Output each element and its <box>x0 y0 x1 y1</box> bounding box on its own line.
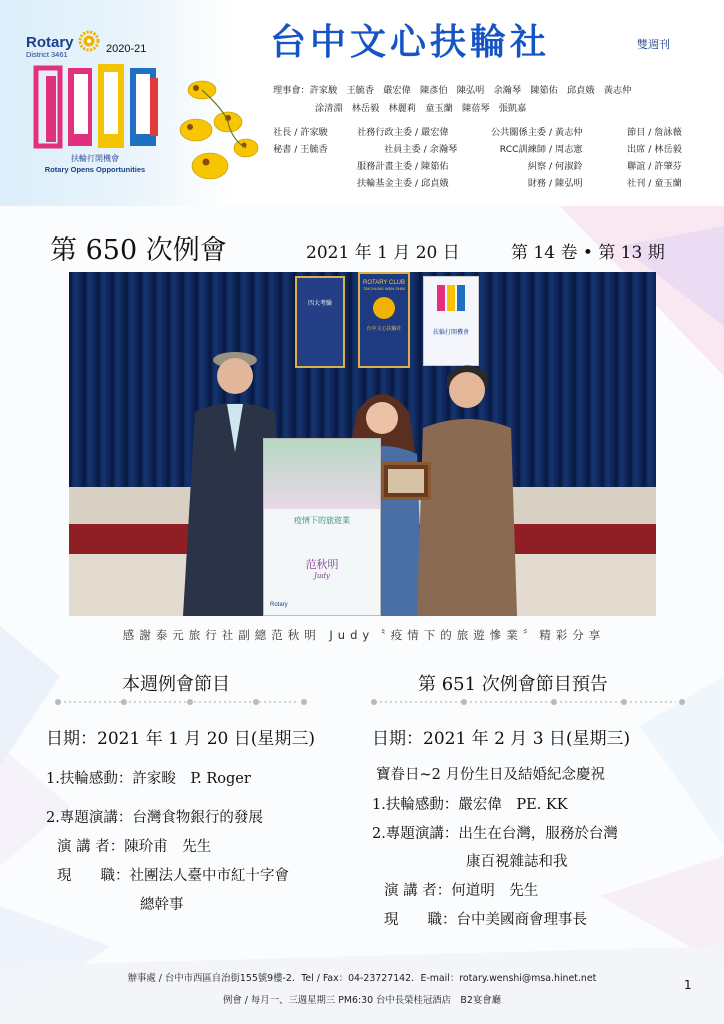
this-week-date: 日期：2021 年 1 月 20 日(星期三) <box>46 729 315 749</box>
officer-entry: 秘書 / 王毓香 <box>273 144 328 155</box>
next-meeting-item-1: 1.扶輪感動：嚴宏偉 PE. KK <box>372 797 568 813</box>
banner-opens-opportunities <box>423 276 479 366</box>
poster-speaker-name: 范秋明 <box>305 558 339 571</box>
poster-rotary-logo: Rotary <box>270 602 288 608</box>
dotted-divider <box>368 696 688 708</box>
photo-caption: 感謝泰元旅行社副總范秋明 Judy〝疫情下的旅遊慘業〞精彩分享 <box>122 628 606 642</box>
this-week-item-2: 2.專題演講：台灣食物銀行的發展 <box>46 810 263 826</box>
masthead <box>0 0 724 206</box>
rotary-wordmark: Rotary <box>26 34 74 51</box>
officer-entry: 扶輪基金主委 / 邱貞娥 <box>357 178 449 189</box>
banner-chinese: 台中文心扶輪社 <box>366 326 402 332</box>
next-meeting-celebration: 寶眷日~2 月份生日及結婚紀念慶祝 <box>376 767 605 783</box>
banner-four-way-test <box>295 276 345 368</box>
officer-entry: 財務 / 陳弘明 <box>527 178 583 189</box>
board-members-line-2: 涂清淵 林岳毅 林麗莉 童玉蘭 陳蓓琴 張凱嘉 <box>315 103 527 114</box>
officers-column-a <box>273 124 328 158</box>
rotary-year: 2020-21 <box>106 43 147 55</box>
next-meeting-position: 現 職：台中美國商會理事長 <box>384 912 587 928</box>
this-week-position-cont: 總幹事 <box>140 897 184 913</box>
next-meeting-date: 日期：2021 年 2 月 3 日(星期三) <box>372 729 631 749</box>
poster-title: 疫情下的旅遊業 <box>294 516 350 525</box>
next-meeting-title: 第 651 次例會節目預告 <box>418 674 608 695</box>
banner-subtext: TAICHUNG WEN SHIN <box>363 286 405 291</box>
meeting-date: 2021 年 1 月 20 日 <box>306 243 460 263</box>
footer <box>0 958 724 1024</box>
club-name-title: 台中文心扶輪社 <box>270 22 551 63</box>
officer-entry: 服務計畫主委 / 陳筎佑 <box>357 161 449 172</box>
this-week-speaker: 演 講 者：陳玠甫 先生 <box>57 839 212 855</box>
this-week-position: 現 職：社團法人臺中市紅十字會 <box>57 868 289 884</box>
page-number: 1 <box>684 978 692 992</box>
next-meeting-item-2-cont: 康百視雜誌和我 <box>466 854 568 870</box>
footer-office-info: 辦事處 / 台中市西區自治街155號9樓-2．Tel / Fax：04-23727142．E-mail：rotary.wenshi@msa.hinet.net <box>127 973 597 984</box>
framed-gift <box>381 462 431 500</box>
banner-text: 四大考驗 <box>307 300 332 307</box>
this-week-item-1: 1.扶輪感動：許家畯 P. Roger <box>46 771 251 787</box>
event-poster <box>263 438 381 616</box>
officers-column-b <box>357 124 457 192</box>
board-members-line-1: 理事會：許家駿 王毓香 嚴宏偉 陳彥伯 陳弘明 余瀚琴 陳筎佑 邱貞娥 黃志仲 <box>273 85 632 96</box>
publication-frequency: 雙週刊 <box>637 38 670 51</box>
officers-column-d <box>627 124 682 192</box>
volume-issue: 第 14 卷 • 第 13 期 <box>511 243 665 263</box>
officer-entry: RCC訓練師 / 周志憲 <box>499 144 583 155</box>
orchid-flower-icon <box>166 70 262 196</box>
officers-column-c <box>491 124 583 192</box>
dotted-divider <box>52 696 310 708</box>
footer-meeting-schedule: 例會 / 每月一、三週星期三 PM6:30 台中長榮桂冠酒店 B2宴會廳 <box>223 995 501 1006</box>
officer-entry: 聯誼 / 許肇芬 <box>627 161 682 172</box>
officer-entry: 公共關係主委 / 黃志仲 <box>491 127 583 138</box>
event-photo <box>69 272 656 616</box>
this-week-program-title: 本週例會節目 <box>122 674 230 695</box>
officer-entry: 社員主委 / 余瀚琴 <box>384 144 458 155</box>
next-meeting-speaker: 演 講 者：何道明 先生 <box>384 883 539 899</box>
officer-entry: 社長 / 許家駿 <box>273 127 328 138</box>
officer-entry: 糾察 / 何淑鈴 <box>527 161 583 172</box>
theme-english: Rotary Opens Opportunities <box>44 165 146 174</box>
banner-text: ROTARY CLUB <box>362 280 405 286</box>
officer-entry: 出席 / 林岳毅 <box>627 144 682 155</box>
theme-chinese: 扶輪打開機會 <box>71 154 119 163</box>
banner-rotary-club <box>358 272 410 368</box>
open-doors-logo-icon <box>32 64 162 150</box>
officer-entry: 社務行政主委 / 嚴宏偉 <box>357 127 449 138</box>
poster-signature: Judy <box>314 572 330 580</box>
meeting-number: 第 650 次例會 <box>50 235 227 266</box>
logo-area <box>0 0 250 206</box>
district-label: District 3461 <box>26 50 68 59</box>
banner-text: 扶輪打開機會 <box>432 329 469 336</box>
rotary-wheel-icon <box>373 297 395 319</box>
officer-entry: 節目 / 詹詠薇 <box>627 127 682 138</box>
next-meeting-item-2: 2.專題演講：出生在台灣，服務於台灣 <box>372 826 618 842</box>
officer-entry: 社刊 / 童玉蘭 <box>627 178 682 189</box>
rotary-wheel-icon <box>78 30 100 52</box>
